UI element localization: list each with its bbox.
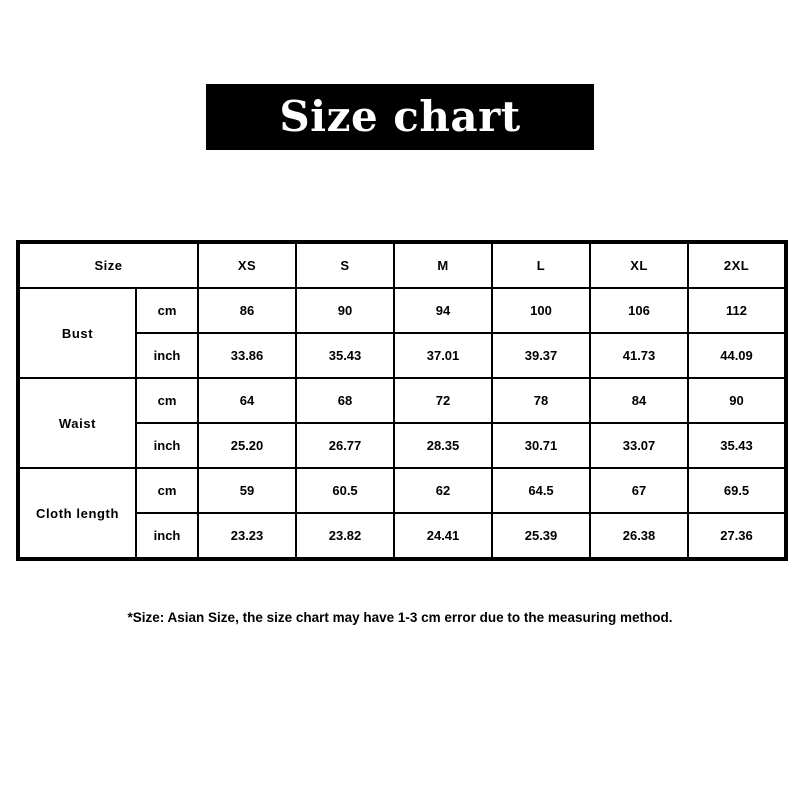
table-header-row [18,242,786,288]
size-chart-table-wrapper [16,240,784,561]
header-size-m: M [394,242,492,288]
row-label-bust: Bust [18,288,136,378]
cell-cloth-length-inch-m: 24.41 [394,513,492,559]
header-size-xs: XS [198,242,296,288]
header-size-xl: XL [590,242,688,288]
cell-bust-cm-2xl: 112 [688,288,786,333]
unit-bust-cm: cm [136,288,198,333]
cell-cloth-length-inch-xs: 23.23 [198,513,296,559]
cell-cloth-length-cm-xs: 59 [198,468,296,513]
table-row [18,288,786,333]
cell-waist-inch-xl: 33.07 [590,423,688,468]
cell-cloth-length-cm-xl: 67 [590,468,688,513]
cell-waist-inch-2xl: 35.43 [688,423,786,468]
size-note: *Size: Asian Size, the size chart may have 1-3 cm error due to the measuring method. [127,610,673,625]
row-label-waist: Waist [18,378,136,468]
cell-bust-cm-l: 100 [492,288,590,333]
cell-waist-cm-xs: 64 [198,378,296,423]
cell-bust-inch-2xl: 44.09 [688,333,786,378]
cell-waist-cm-s: 68 [296,378,394,423]
cell-bust-inch-xl: 41.73 [590,333,688,378]
cell-bust-inch-l: 39.37 [492,333,590,378]
unit-cloth-length-inch: inch [136,513,198,559]
cell-waist-inch-m: 28.35 [394,423,492,468]
cell-bust-cm-xs: 86 [198,288,296,333]
header-size-s: S [296,242,394,288]
title-banner [206,84,594,150]
cell-bust-cm-xl: 106 [590,288,688,333]
cell-cloth-length-inch-2xl: 27.36 [688,513,786,559]
cell-bust-inch-xs: 33.86 [198,333,296,378]
row-label-cloth-length: Cloth length [18,468,136,559]
header-corner-label: Size [18,242,198,288]
cell-waist-cm-xl: 84 [590,378,688,423]
cell-bust-inch-m: 37.01 [394,333,492,378]
table-row [18,378,786,423]
cell-bust-cm-m: 94 [394,288,492,333]
cell-cloth-length-cm-2xl: 69.5 [688,468,786,513]
cell-waist-inch-l: 30.71 [492,423,590,468]
cell-waist-cm-m: 72 [394,378,492,423]
cell-cloth-length-inch-s: 23.82 [296,513,394,559]
cell-bust-inch-s: 35.43 [296,333,394,378]
cell-cloth-length-cm-l: 64.5 [492,468,590,513]
cell-bust-cm-s: 90 [296,288,394,333]
header-size-l: L [492,242,590,288]
cell-waist-inch-s: 26.77 [296,423,394,468]
unit-waist-inch: inch [136,423,198,468]
unit-waist-cm: cm [136,378,198,423]
cell-cloth-length-cm-m: 62 [394,468,492,513]
page-title: Size chart [279,92,521,141]
cell-cloth-length-inch-l: 25.39 [492,513,590,559]
unit-cloth-length-cm: cm [136,468,198,513]
table-row [18,468,786,513]
cell-cloth-length-cm-s: 60.5 [296,468,394,513]
size-chart-table [16,240,788,561]
cell-waist-cm-2xl: 90 [688,378,786,423]
header-size-2xl: 2XL [688,242,786,288]
cell-waist-inch-xs: 25.20 [198,423,296,468]
cell-cloth-length-inch-xl: 26.38 [590,513,688,559]
unit-bust-inch: inch [136,333,198,378]
cell-waist-cm-l: 78 [492,378,590,423]
